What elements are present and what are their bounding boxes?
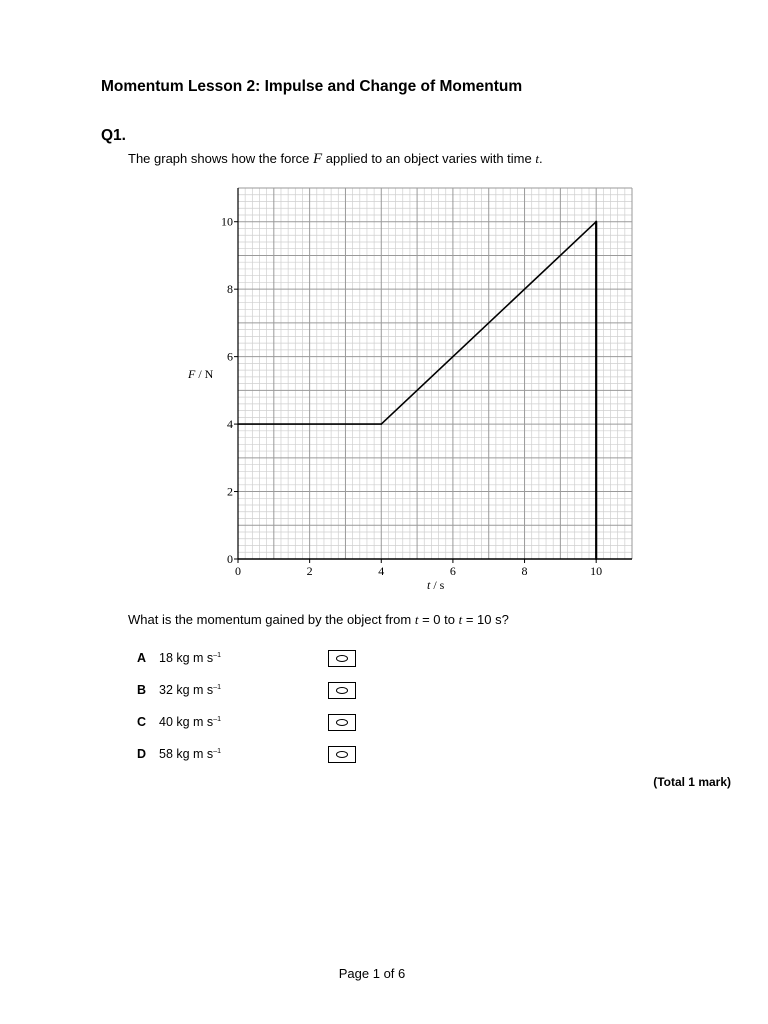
question-text-1: What is the momentum gained by the object from: [128, 612, 415, 627]
stem-time-variable: t: [535, 151, 539, 166]
total-marks: (Total 1 mark): [653, 775, 731, 789]
question-text-3: = 10 s?: [462, 612, 509, 627]
y-tick-label: 2: [227, 484, 233, 499]
option-a-value: 18 kg m $s^{-1}$: [159, 651, 221, 665]
option-c-bubble[interactable]: [336, 719, 348, 726]
stem-text-1: The graph shows how the force: [128, 151, 313, 166]
option-c: [137, 715, 221, 729]
y-tick-label: 6: [227, 349, 233, 364]
force-time-graph: [180, 180, 650, 595]
option-b-value: 32 kg m $s^{-1}$: [159, 683, 221, 697]
y-tick-label: 10: [221, 214, 233, 229]
x-axis-label-var: t: [427, 578, 431, 592]
y-tick-label: 0: [227, 552, 233, 566]
x-tick-label: 0: [235, 564, 241, 578]
y-axis-label-unit: / N: [195, 367, 214, 381]
x-tick-label: 2: [306, 564, 313, 578]
option-b-answer-box[interactable]: [328, 682, 356, 699]
option-d-exponent: –1: [213, 747, 221, 755]
option-c-answer-box[interactable]: [328, 714, 356, 731]
option-d-answer-box[interactable]: [328, 746, 356, 763]
option-a-exponent: –1: [213, 651, 221, 659]
option-b: [137, 683, 221, 697]
x-tick-label: 4: [378, 564, 385, 578]
option-d-letter: D: [137, 747, 147, 761]
question-number: Q1.: [101, 127, 126, 144]
page-footer: Page 1 of 6: [338, 966, 406, 981]
option-d-bubble[interactable]: [336, 751, 348, 758]
option-d-value: 58 kg m $s^{-1}$: [159, 747, 221, 761]
y-axis-label-var: F: [188, 367, 196, 381]
question-var-2: t: [458, 612, 463, 627]
question-stem: [128, 151, 543, 168]
x-tick-label: 6: [449, 564, 456, 578]
question-text-2: = 0 to: [418, 612, 459, 627]
x-tick-label: 10: [590, 564, 603, 578]
question-text: [128, 612, 509, 628]
option-b-bubble[interactable]: [336, 687, 348, 694]
question-var-1: t: [414, 612, 419, 627]
x-tick-label: 8: [521, 564, 528, 578]
option-a-bubble[interactable]: [336, 655, 348, 662]
option-b-letter: B: [137, 683, 147, 697]
x-axis-label-unit: / s: [430, 578, 445, 592]
y-axis-label: [187, 367, 214, 381]
stem-force-variable: F: [313, 151, 323, 167]
option-b-exponent: –1: [213, 683, 221, 691]
page-title: Momentum Lesson 2: Impulse and Change of Momentum: [101, 78, 523, 95]
y-tick-label: 4: [227, 417, 233, 432]
option-c-exponent: –1: [213, 715, 221, 723]
option-a-answer-box[interactable]: [328, 650, 356, 667]
y-tick-label: 8: [227, 282, 233, 297]
option-c-letter: C: [137, 715, 147, 729]
option-a: [137, 651, 221, 665]
option-d: [137, 747, 221, 761]
option-a-letter: A: [137, 651, 147, 665]
x-axis-label: [427, 578, 445, 592]
stem-text-3: .: [538, 151, 543, 166]
stem-text-2: applied to an object varies with time: [322, 151, 536, 166]
option-c-value: 40 kg m $s^{-1}$: [159, 715, 221, 729]
